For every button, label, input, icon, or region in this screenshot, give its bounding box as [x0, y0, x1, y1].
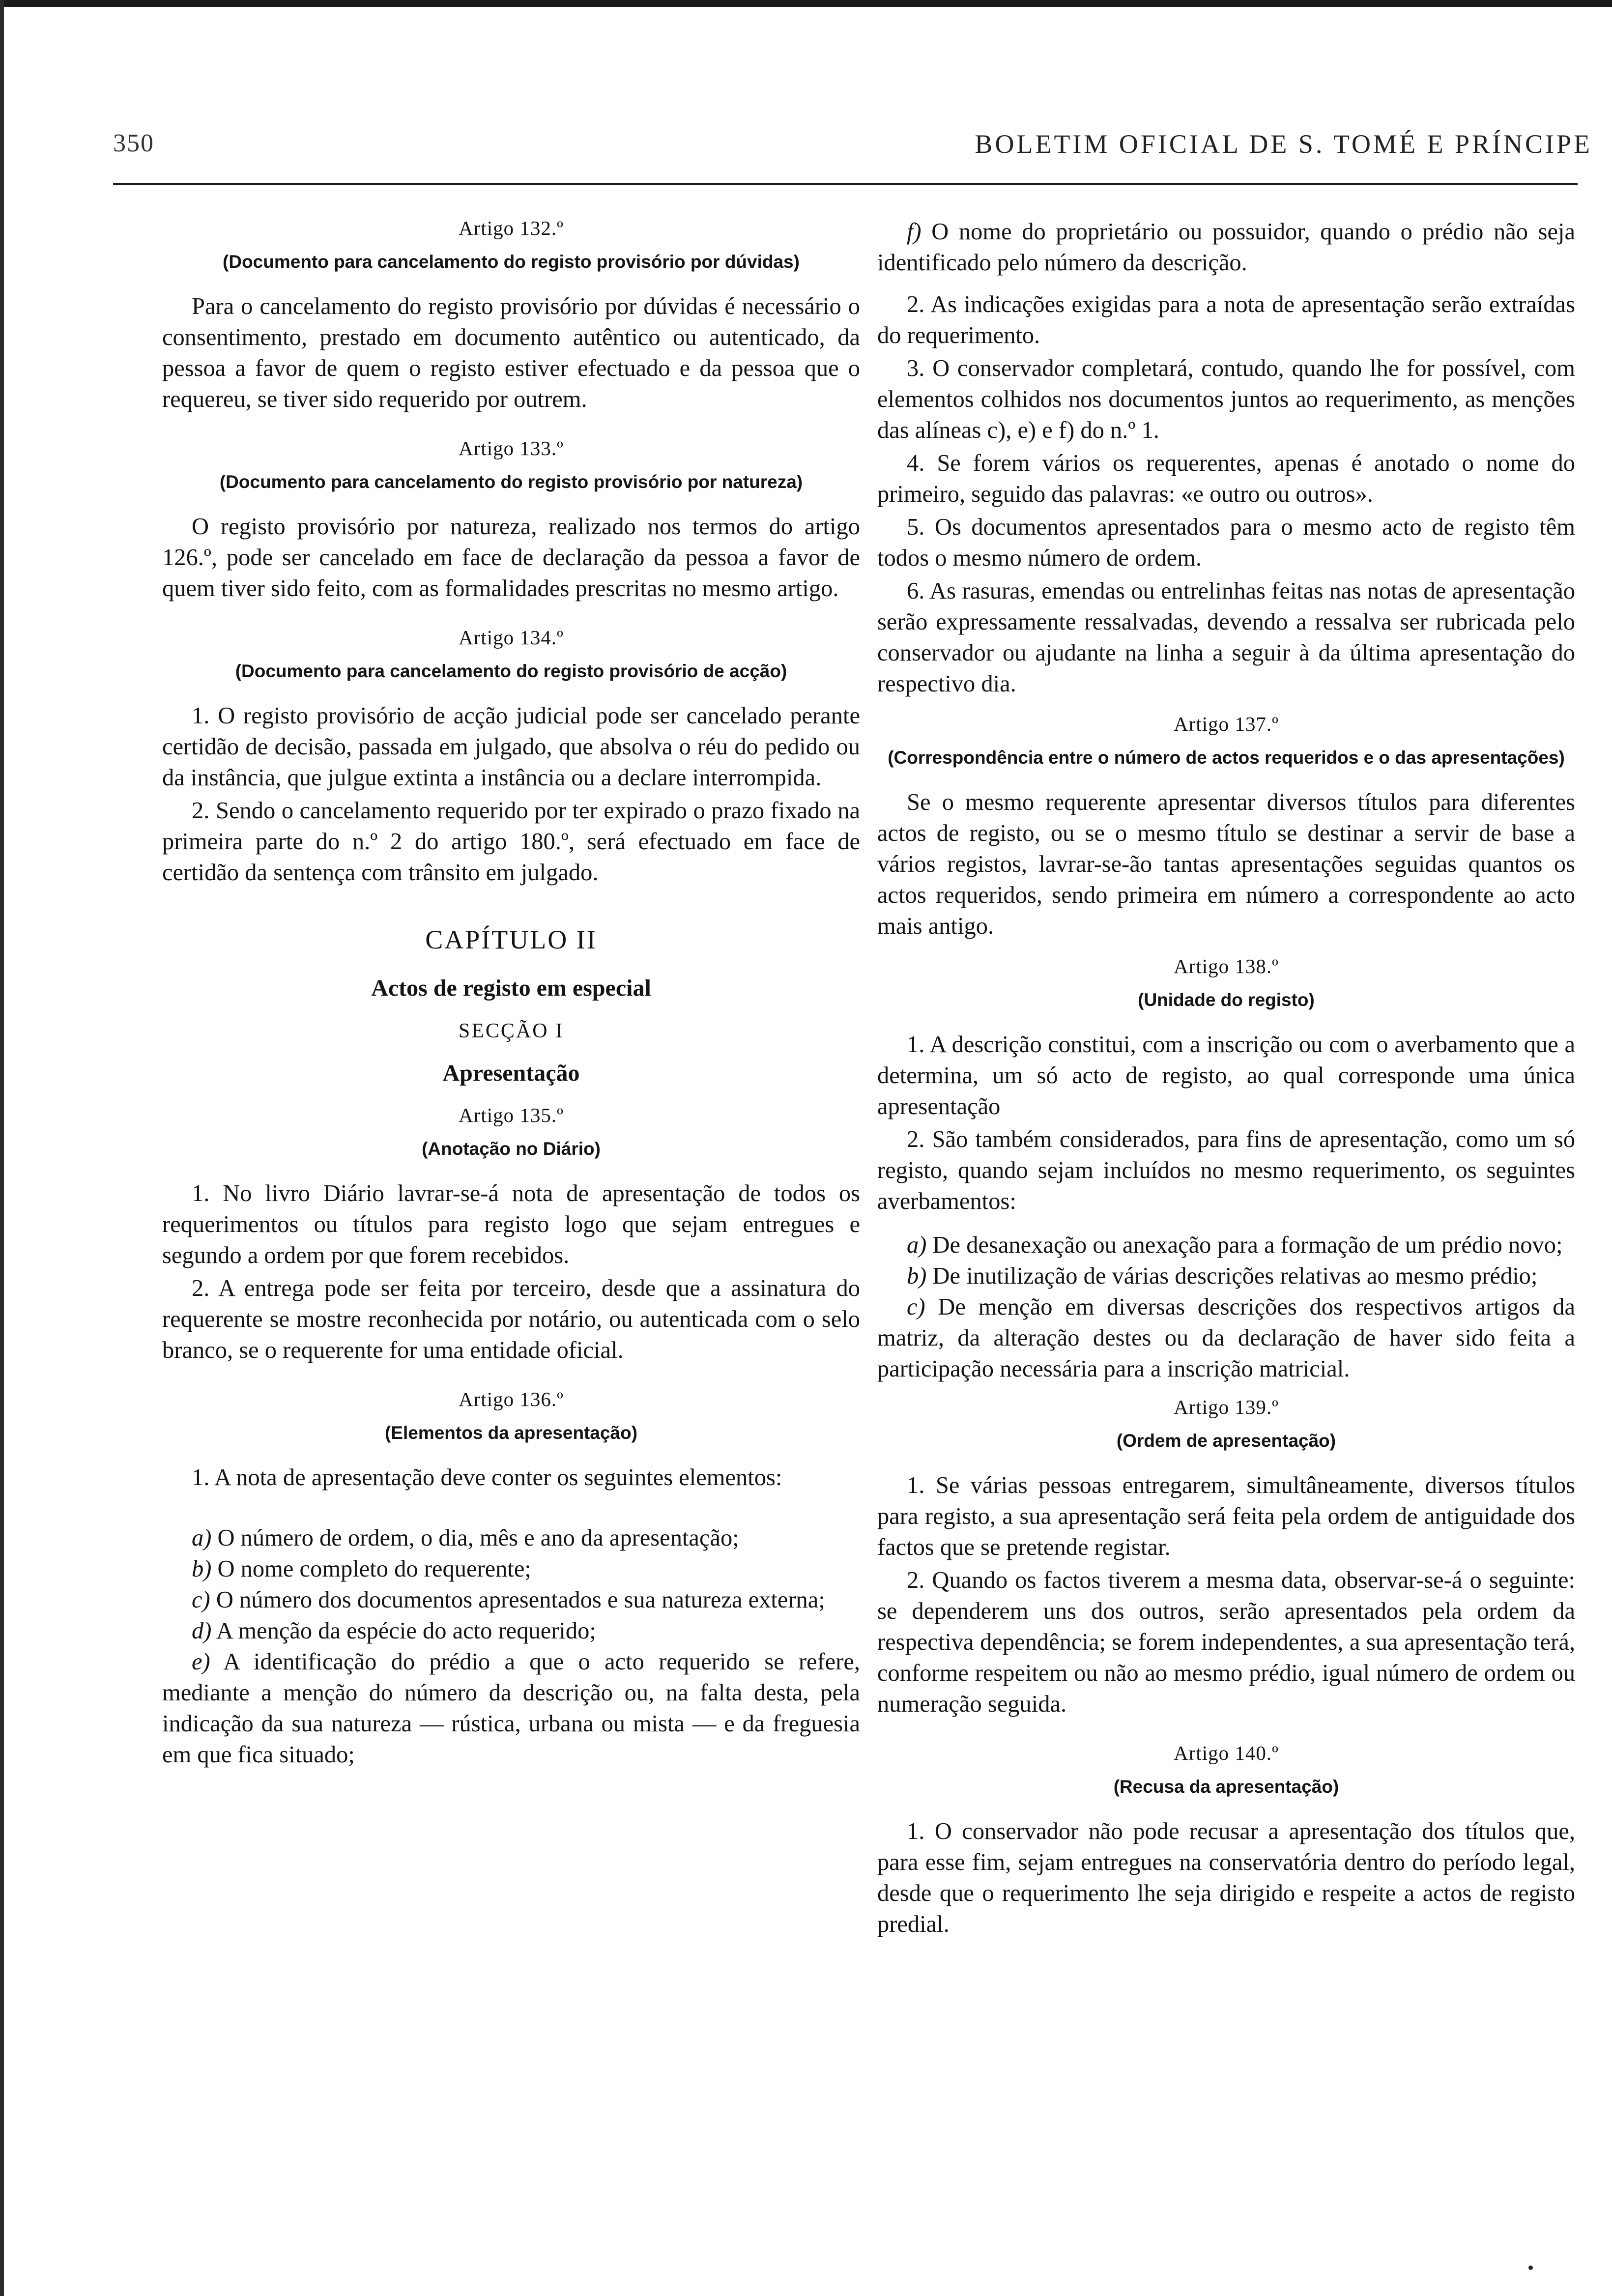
article-136-paragraph-5: 5. Os documentos apresentados para o mesmo acto de registo têm todos o mesmo número de ordem. [877, 514, 1575, 571]
article-134-heading: (Documento para cancelamento do registo provisório de acção) [235, 661, 787, 681]
article-136-item-e: e) A identificação do prédio a que o acto requerido se refere, mediante a menção do número da descrição ou, na falta desta, pela indicação da sua natureza — rústica, urbana ou mista — e da freguesia em que fica situado; [162, 1649, 861, 1768]
article-133-number: Artigo 133.º [459, 437, 564, 459]
article-135-paragraph-1: 1. No livro Diário lavrar-se-á nota de apresentação de todos os requerimentos ou títulos para registo logo que sejam entregues e segundo a ordem por que forem recebidos. [162, 1180, 860, 1268]
print-mark [1528, 2266, 1533, 2270]
article-135-paragraph-2: 2. A entrega pode ser feita por terceiro, desde que a assinatura do requerente se mostre reconhecida por notário, ou autenticada com o selo branco, se o requerente for uma entidade oficial. [162, 1275, 860, 1363]
article-132-heading: (Documento para cancelamento do registo provisório por dúvidas) [223, 252, 800, 272]
article-137-paragraph: Se o mesmo requerente apresentar diversos títulos para diferentes actos de registo, ou se o mesmo título se destinar a servir de base a vários registos, lavrar-se-ão tantas apresentações seguidas quantos os actos requeridos, sendo primeira em número a correspondente ao acto mais antigo. [877, 789, 1575, 939]
article-136-item-b: b) O nome completo do requerente; [192, 1556, 531, 1582]
article-138-heading: (Unidade do registo) [1138, 990, 1315, 1010]
article-136-paragraph-1: 1. A nota de apresentação deve conter os seguintes elementos: [192, 1464, 782, 1491]
article-136-item-a: a) O número de ordem, o dia, mês e ano da apresentação; [192, 1525, 739, 1551]
article-136-item-f: f) O nome do proprietário ou possuidor, quando o prédio não seja identificado pelo número da descrição. [877, 219, 1576, 276]
article-132-number: Artigo 132.º [459, 217, 564, 239]
article-137-number: Artigo 137.º [1174, 713, 1279, 735]
article-139-paragraph-1: 1. Se várias pessoas entregarem, simultâneamente, diversos títulos para registo, a sua apresentação será feita pela ordem de antiguidade dos factos que se pretende registar. [877, 1472, 1575, 1560]
running-title: BOLETIM OFICIAL DE S. TOMÉ E PRÍNCIPE [975, 129, 1592, 159]
article-136-paragraph-2: 2. As indicações exigidas para a nota de apresentação serão extraídas do requerimento. [877, 291, 1575, 348]
article-135-heading: (Anotação no Diário) [422, 1139, 601, 1159]
section-number: SECÇÃO I [458, 1020, 564, 1042]
article-138-item-c: c) De menção em diversas descrições dos respectivos artigos da matriz, da alteração destes ou da declaração de haver sido feita a participação necessária para a inscrição matricial. [877, 1294, 1575, 1382]
article-135-number: Artigo 135.º [459, 1104, 564, 1126]
chapter-number: CAPÍTULO II [425, 925, 597, 954]
article-134-number: Artigo 134.º [459, 626, 564, 649]
article-136-paragraph-6: 6. As rasuras, emendas ou entrelinhas feitas nas notas de apresentação serão expressamente ressalvadas, devendo a ressalva ser rubricada pelo conservador ou ajudante na linha a seguir à da última apresentação do respectivo dia. [877, 578, 1575, 697]
article-139-number: Artigo 139.º [1174, 1396, 1279, 1418]
chapter-title: Actos de registo em especial [371, 975, 651, 1001]
page-number: 350 [113, 129, 154, 157]
header-divider [113, 183, 1578, 185]
article-138-item-b: b) De inutilização de várias descrições relativas ao mesmo prédio; [907, 1263, 1538, 1289]
article-133-paragraph: O registo provisório por natureza, realizado nos termos do artigo 126.º, pode ser cancelado em face de declaração da pessoa a favor de quem tiver sido feito, com as formalidades prescritas no mesmo artigo. [162, 514, 860, 602]
article-137-heading: (Correspondência entre o número de actos requeridos e o das apresentações) [888, 747, 1565, 768]
article-134-paragraph-2: 2. Sendo o cancelamento requerido por ter expirado o prazo fixado na primeira parte do n.º 2 do artigo 180.º, será efectuado em face de certidão da sentença com trânsito em julgado. [162, 798, 860, 886]
article-139-heading: (Ordem de apresentação) [1116, 1431, 1336, 1451]
article-136-heading: (Elementos da apresentação) [384, 1423, 638, 1443]
article-132-paragraph: Para o cancelamento do registo provisório por dúvidas é necessário o consentimento, prestado em documento autêntico ou autenticado, da pessoa a favor de quem o registo estiver efectuado e da pessoa que o requereu, se tiver sido requerido por outrem. [162, 293, 860, 412]
article-140-heading: (Recusa da apresentação) [1113, 1777, 1339, 1797]
page-header [113, 129, 1592, 168]
article-140-paragraph: 1. O conservador não pode recusar a apresentação dos títulos que, para esse fim, sejam entregues na conservatória dentro do período legal, desde que o requerimento lhe seja dirigido e respeite a actos de registo predial. [877, 1818, 1575, 1937]
article-138-number: Artigo 138.º [1174, 955, 1279, 977]
article-134-paragraph-1: 1. O registo provisório de acção judicial pode ser cancelado perante certidão de decisão, passada em julgado, que absolva o réu do pedido ou da instância, que julgue extinta a instância ou a declare interrompida. [162, 703, 860, 791]
article-138-paragraph-1: 1. A descrição constitui, com a inscrição ou com o averbamento que a determina, um só acto de registo, ao qual corresponde uma única apresentação [877, 1032, 1575, 1119]
article-136-paragraph-4: 4. Se forem vários os requerentes, apenas é anotado o nome do primeiro, seguido das palavras: «e outro ou outros». [877, 450, 1575, 507]
article-139-paragraph-2: 2. Quando os factos tiverem a mesma data, observar-se-á o seguinte: se dependerem uns dos outros, serão apresentados pela ordem da respectiva dependência; se forem independentes, a sua apresentação terá, conforme respeitem ou não ao mesmo prédio, igual número de ordem ou numeração seguida. [877, 1567, 1575, 1717]
article-136-paragraph-3: 3. O conservador completará, contudo, quando lhe for possível, com elementos colhidos nos documentos juntos ao requerimento, as menções das alíneas c), e) e f) do n.º 1. [877, 355, 1575, 443]
article-136-item-d: d) A menção da espécie do acto requerido; [192, 1618, 596, 1644]
top-border-rule [0, 0, 1612, 7]
section-title: Apresentação [442, 1060, 580, 1086]
left-border-rule [0, 0, 4, 2296]
left-column [162, 216, 860, 1770]
article-136-number: Artigo 136.º [459, 1388, 564, 1410]
article-136-item-c: c) O número dos documentos apresentados e sua natureza externa; [192, 1587, 825, 1613]
right-column [877, 216, 1575, 1942]
article-133-heading: (Documento para cancelamento do registo provisório por natureza) [219, 472, 803, 492]
article-138-item-a: a) De desanexação ou anexação para a formação de um prédio novo; [907, 1232, 1563, 1258]
article-138-paragraph-2: 2. São também considerados, para fins de apresentação, como um só registo, quando sejam incluídos no mesmo requerimento, os seguintes averbamentos: [877, 1126, 1575, 1214]
article-140-number: Artigo 140.º [1174, 1742, 1279, 1764]
